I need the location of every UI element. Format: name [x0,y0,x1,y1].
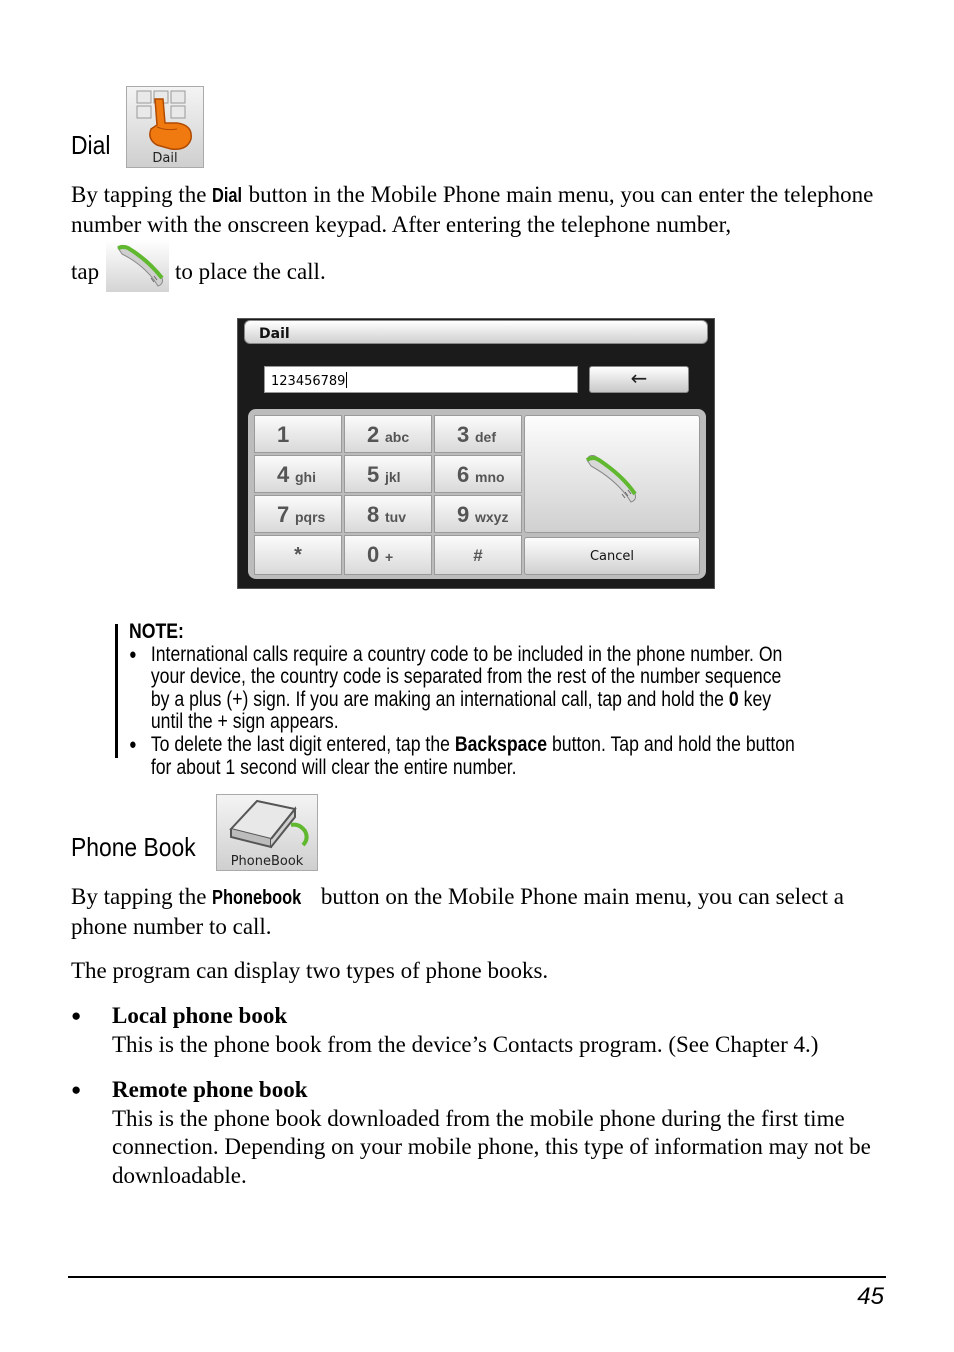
phonebook-para-rest: button on the Mobile Phone main menu, you can select a phone number to call. [71,884,844,939]
key-digit: 8 [367,502,380,527]
call-button[interactable] [524,415,700,533]
key-letters: ghi [295,469,316,485]
dial-screen-title: Dail [244,320,708,344]
call-handset-icon [106,240,169,292]
tap-word: tap [71,259,100,284]
key-digit: 6 [457,462,470,487]
key-hash[interactable] [434,535,522,575]
note-title: NOTE: [129,620,184,643]
key-digit: 4 [277,462,290,487]
key-digit: * [294,544,302,566]
key-letters: pqrs [295,509,326,525]
key-letters: def [475,429,496,445]
list-item-remote-phonebook [71,1076,891,1190]
cancel-button[interactable]: Cancel [524,537,700,575]
key-3[interactable] [434,415,522,453]
key-digit: 5 [367,462,380,487]
footer-rule [68,1276,886,1278]
dial-paragraph [71,181,891,239]
key-5[interactable] [344,455,432,493]
backspace-button[interactable] [589,366,689,393]
note-text: International calls require a country code to be included in the phone number. On your device, the country code is separated from the rest of the number sequence by a plus (+) sign. If you are making an international call, tap and hold the [150,642,783,711]
phonebook-icon-caption: PhoneBook [230,854,304,869]
dial-para-rest: button in the Mobile Phone main menu, you can enter the telephone number with the onscreen keypad. After entering the telephone number, [71,182,874,237]
list-item-local-phonebook [71,1002,891,1059]
list-bullet: ● [71,1080,82,1099]
key-9[interactable] [434,495,522,533]
key-star[interactable] [254,535,342,575]
key-4[interactable] [254,455,342,493]
dial-hand-icon [127,87,203,151]
tap-instruction: to place the call. [175,259,326,284]
key-0[interactable] [344,535,432,575]
key-8[interactable] [344,495,432,533]
list-bullet: ● [71,1006,82,1025]
note-keyword-zero: 0 [728,687,739,711]
dial-screen-screenshot [237,318,715,589]
phone-number-field[interactable] [264,366,578,393]
text-caret [346,372,347,388]
key-letters: jkl [385,469,401,485]
list-item-title: Local phone book [112,1003,288,1028]
list-item-title: Remote phone book [112,1077,308,1102]
phonebook-app-icon [216,794,318,871]
phonebook-paragraph [71,883,891,941]
dial-para-start: By tapping the [71,182,213,207]
phone-number-value: 123456789 [271,374,346,389]
note-item-international [129,644,801,734]
key-2[interactable] [344,415,432,453]
backspace-arrow-icon: ← [630,366,648,390]
note-block [129,621,801,779]
key-letters: + [385,549,394,565]
dial-app-icon [126,86,204,168]
note-text: key until the + sign appears. [150,687,772,734]
key-digit: 0 [367,542,380,567]
phonebook-heading: Phone Book [71,832,196,862]
list-item-text: This is the phone book downloaded from the mobile phone during the first time connection. Depending on your mobile phone, this type of information may not be downloadable. [112,1105,871,1188]
phonebook-para-start: By tapping the [71,884,213,909]
phonebook-book-icon [217,795,317,851]
key-letters: mno [475,469,505,485]
key-letters: abc [385,429,410,445]
note-bullet: ● [129,645,137,663]
key-digit: # [473,546,483,565]
note-text: button. Tap and hold the button for about 1 second will clear the entire number. [150,732,795,779]
key-digit: 7 [277,502,290,527]
dial-keyword: Dial [212,185,243,207]
key-digit: 9 [457,502,470,527]
key-6[interactable] [434,455,522,493]
key-digit: 3 [457,422,470,447]
page-number: 45 [857,1283,884,1310]
dial-keypad [248,409,706,579]
key-7[interactable] [254,495,342,533]
key-letters: tuv [385,509,406,525]
note-item-backspace [129,734,801,779]
note-sidebar-rule [115,624,118,758]
key-1[interactable] [254,415,342,453]
key-digit: 2 [367,422,380,447]
call-handset-icon [525,416,701,534]
note-bullet: ● [129,735,137,753]
note-keyword-backspace: Backspace [454,732,548,756]
key-digit: 1 [277,422,290,447]
dial-heading: Dial [71,130,111,160]
phonebook-keyword: Phonebook [212,887,302,909]
note-text: To delete the last digit entered, tap the [150,732,455,756]
key-letters: wxyz [475,509,509,525]
phonebook-types-paragraph: The program can display two types of phone books. [71,958,549,983]
list-item-text: This is the phone book from the device’s Contacts program. (See Chapter 4.) [112,1031,819,1057]
dial-icon-caption: Dail [152,151,178,166]
